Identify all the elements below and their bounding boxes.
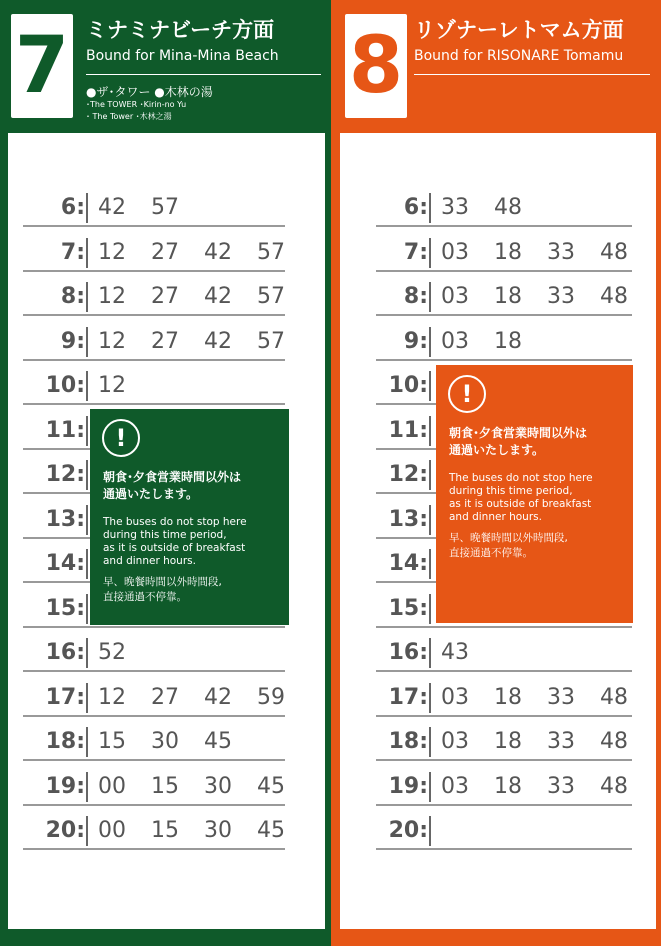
departure-minutes [98, 195, 204, 220]
row-separator [86, 416, 88, 446]
departure-minute: 45 [204, 729, 232, 754]
route-title-ja: ミナミナビーチ方面 [86, 18, 275, 42]
departure-minute: 33 [547, 729, 575, 754]
row-underline [376, 225, 632, 227]
route-number: 8 [348, 21, 404, 111]
timetable-row [340, 677, 656, 717]
exclamation-circle-icon: ! [102, 419, 140, 457]
departure-minute: 18 [494, 684, 522, 710]
row-separator [429, 683, 431, 713]
departure-minutes [98, 774, 310, 799]
hour-label: 18: [388, 729, 428, 754]
row-separator [86, 727, 88, 757]
hour-label: 14: [45, 551, 85, 576]
notice-ja-line: 朝食･夕食営業時間以外は [449, 426, 588, 440]
departure-minute: 27 [151, 328, 179, 354]
exclamation-circle-icon: ! [448, 375, 486, 413]
departure-minute: 12 [98, 328, 126, 354]
departure-minute: 48 [494, 195, 522, 220]
hour-label: 16: [45, 640, 85, 665]
row-underline [376, 715, 632, 717]
stops-zh: ･ The Tower ･木林之湯 [86, 112, 172, 121]
hour-label: 15: [45, 595, 85, 621]
row-separator [86, 683, 88, 713]
departure-minutes [98, 640, 151, 665]
hour-label: 13: [388, 506, 428, 532]
hour-label: 17: [388, 684, 428, 710]
row-separator [429, 505, 431, 535]
row-underline [23, 225, 285, 227]
notice-en-line: and dinner hours. [103, 555, 196, 567]
hour-label: 9: [60, 328, 85, 354]
departure-minute: 18 [494, 773, 522, 799]
departure-minute: 12 [98, 284, 126, 309]
notice-ja-line: 朝食･夕食営業時間以外は [103, 470, 242, 484]
departure-minutes [441, 640, 494, 665]
departure-minute: 03 [441, 729, 469, 754]
notice-ja-line: 通過いたします。 [449, 443, 545, 457]
row-separator [429, 594, 431, 624]
departure-minute: 42 [204, 328, 232, 354]
departure-minute: 33 [547, 284, 575, 309]
hour-label: 7: [403, 239, 428, 265]
departure-minute: 00 [98, 818, 126, 843]
hour-label: 14: [388, 551, 428, 576]
departure-minute: 03 [441, 773, 469, 799]
hour-label: 17: [45, 684, 85, 710]
notice-en-line: as it is outside of breakfast [449, 498, 592, 510]
departure-minute: 12 [98, 684, 126, 710]
departure-minute: 12 [98, 373, 126, 398]
route-number: 7 [14, 21, 70, 111]
departure-minutes [441, 729, 653, 754]
notice-en-line: during this time period, [449, 485, 573, 497]
departure-minute: 59 [257, 684, 285, 710]
departure-minute: 27 [151, 284, 179, 309]
departure-minute: 48 [600, 729, 628, 754]
row-separator [86, 371, 88, 401]
departure-minute: 48 [600, 284, 628, 309]
departure-minutes [98, 240, 310, 265]
departure-minute: 43 [441, 640, 469, 665]
row-underline [23, 403, 285, 405]
departure-minutes [441, 685, 653, 710]
row-separator [86, 816, 88, 846]
row-separator [429, 238, 431, 268]
notice-zh-line: 直接通過不停靠。 [449, 547, 533, 559]
departure-minutes [441, 329, 547, 354]
stops-ja: ●ザ･タワー ●木林の湯 [86, 85, 213, 99]
header-divider [414, 74, 650, 75]
departure-minute: 18 [494, 328, 522, 354]
timetable-row [8, 187, 325, 227]
departure-minute: 03 [441, 328, 469, 354]
row-separator [86, 594, 88, 624]
row-underline [376, 314, 632, 316]
departure-minute: 18 [494, 284, 522, 309]
departure-minute: 03 [441, 684, 469, 710]
departure-minute: 33 [547, 239, 575, 265]
departure-minute: 15 [151, 773, 179, 799]
departure-minute: 27 [151, 684, 179, 710]
timetable-row [8, 721, 325, 761]
hour-label: 12: [45, 462, 85, 487]
hour-label: 6: [60, 195, 85, 220]
route-number-badge [11, 14, 73, 118]
departure-minute: 42 [204, 284, 232, 309]
timetable-row [8, 365, 325, 405]
departure-minute: 15 [98, 729, 126, 754]
stops-en: ･The TOWER ･Kirin-no Yu [86, 100, 187, 109]
timetable-row [340, 276, 656, 316]
departure-minute: 42 [98, 195, 126, 220]
departure-minute: 18 [494, 239, 522, 265]
hour-label: 19: [45, 773, 85, 799]
departure-minute: 48 [600, 239, 628, 265]
departure-minute: 57 [151, 195, 179, 220]
hour-label: 12: [388, 462, 428, 487]
departure-minute: 57 [257, 328, 285, 354]
row-separator [86, 238, 88, 268]
no-service-notice [90, 409, 289, 625]
timetable-row [340, 721, 656, 761]
departure-minute: 57 [257, 284, 285, 309]
hour-label: 20: [388, 818, 428, 843]
row-underline [376, 670, 632, 672]
hour-label: 9: [403, 328, 428, 354]
departure-minute: 18 [494, 729, 522, 754]
timetable-row [8, 276, 325, 316]
row-separator [86, 282, 88, 312]
notice-ja-line: 通過いたします。 [103, 487, 199, 501]
hour-label: 16: [388, 640, 428, 665]
departure-minutes [441, 284, 653, 309]
no-service-notice [436, 365, 633, 623]
row-underline [23, 314, 285, 316]
timetable-row [340, 187, 656, 227]
row-separator [429, 416, 431, 446]
row-underline [376, 804, 632, 806]
departure-minute: 33 [441, 195, 469, 220]
row-underline [23, 848, 285, 850]
departure-minute: 30 [204, 818, 232, 843]
row-underline [376, 626, 632, 628]
timetable-row [8, 232, 325, 272]
departure-minute: 03 [441, 239, 469, 265]
row-underline [23, 626, 285, 628]
notice-zh-line: 早、晚餐時間以外時間段, [449, 532, 568, 544]
hour-label: 8: [60, 284, 85, 309]
departure-minute: 12 [98, 239, 126, 265]
row-underline [376, 270, 632, 272]
departure-minute: 30 [204, 773, 232, 799]
notice-en-line: and dinner hours. [449, 511, 542, 523]
row-separator [86, 638, 88, 668]
row-underline [23, 670, 285, 672]
departure-minute: 42 [204, 684, 232, 710]
row-separator [429, 193, 431, 223]
departure-minute: 48 [600, 773, 628, 799]
departure-minute: 30 [151, 729, 179, 754]
hour-label: 20: [45, 818, 85, 843]
hour-label: 11: [388, 417, 428, 443]
row-separator [429, 816, 431, 846]
departure-minutes [98, 685, 310, 710]
departure-minutes [98, 818, 310, 843]
header-divider [86, 74, 321, 75]
notice-en-line: The buses do not stop here [103, 516, 247, 528]
row-separator [429, 460, 431, 490]
route-title-en: Bound for RISONARE Tomamu [414, 48, 624, 64]
row-separator [429, 727, 431, 757]
row-separator [429, 549, 431, 579]
row-underline [23, 359, 285, 361]
hour-label: 10: [45, 373, 85, 398]
row-separator [429, 772, 431, 802]
row-underline [23, 759, 285, 761]
notice-en-line: The buses do not stop here [449, 472, 593, 484]
hour-label: 18: [45, 729, 85, 754]
row-underline [23, 715, 285, 717]
row-separator [86, 549, 88, 579]
timetable-row [340, 632, 656, 672]
row-separator [429, 638, 431, 668]
row-separator [86, 193, 88, 223]
departure-minute: 45 [257, 773, 285, 799]
departure-minute: 15 [151, 818, 179, 843]
hour-label: 13: [45, 506, 85, 532]
route-title-en: Bound for Mina-Mina Beach [86, 48, 279, 64]
hour-label: 7: [60, 239, 85, 265]
departure-minute: 27 [151, 239, 179, 265]
departure-minute: 45 [257, 818, 285, 843]
notice-en-line: as it is outside of breakfast [103, 542, 246, 554]
timetable-row [340, 321, 656, 361]
timetable-row [340, 766, 656, 806]
timetable-row [8, 810, 325, 850]
route-8-panel [331, 0, 661, 946]
departure-minute: 00 [98, 773, 126, 799]
hour-label: 6: [403, 195, 428, 220]
timetable-row [340, 232, 656, 272]
departure-minute: 03 [441, 284, 469, 309]
row-separator [429, 371, 431, 401]
departure-minute: 33 [547, 773, 575, 799]
departure-minutes [98, 729, 257, 754]
departure-minute: 48 [600, 684, 628, 710]
hour-label: 8: [403, 284, 428, 309]
row-separator [429, 327, 431, 357]
timetable-row [8, 677, 325, 717]
hour-label: 10: [388, 373, 428, 398]
timetable-row [8, 632, 325, 672]
row-underline [23, 804, 285, 806]
row-underline [23, 270, 285, 272]
timetable-row [8, 321, 325, 361]
departure-minutes [98, 284, 310, 309]
hour-label: 19: [388, 773, 428, 799]
row-separator [86, 460, 88, 490]
departure-minute: 52 [98, 640, 126, 665]
row-underline [376, 359, 632, 361]
departure-minutes [441, 195, 547, 220]
departure-minutes [441, 774, 653, 799]
notice-zh-line: 早、晚餐時間以外時間段, [103, 576, 222, 588]
timetable-card [340, 133, 656, 929]
departure-minutes [441, 240, 653, 265]
row-separator [86, 505, 88, 535]
timetable-row [340, 810, 656, 850]
route-number-badge [345, 14, 407, 118]
row-underline [376, 848, 632, 850]
row-separator [86, 772, 88, 802]
timetable-row [8, 766, 325, 806]
departure-minute: 57 [257, 239, 285, 265]
departure-minutes [98, 329, 310, 354]
row-underline [376, 759, 632, 761]
departure-minute: 42 [204, 239, 232, 265]
departure-minute: 33 [547, 684, 575, 710]
hour-label: 11: [45, 417, 85, 443]
notice-zh-line: 直接通過不停靠。 [103, 591, 187, 603]
timetable-card [8, 133, 325, 929]
route-title-ja: リゾナーレトマム方面 [414, 18, 624, 42]
hour-label: 15: [388, 595, 428, 621]
notice-en-line: during this time period, [103, 529, 227, 541]
departure-minutes [98, 373, 151, 398]
row-separator [429, 282, 431, 312]
row-separator [86, 327, 88, 357]
